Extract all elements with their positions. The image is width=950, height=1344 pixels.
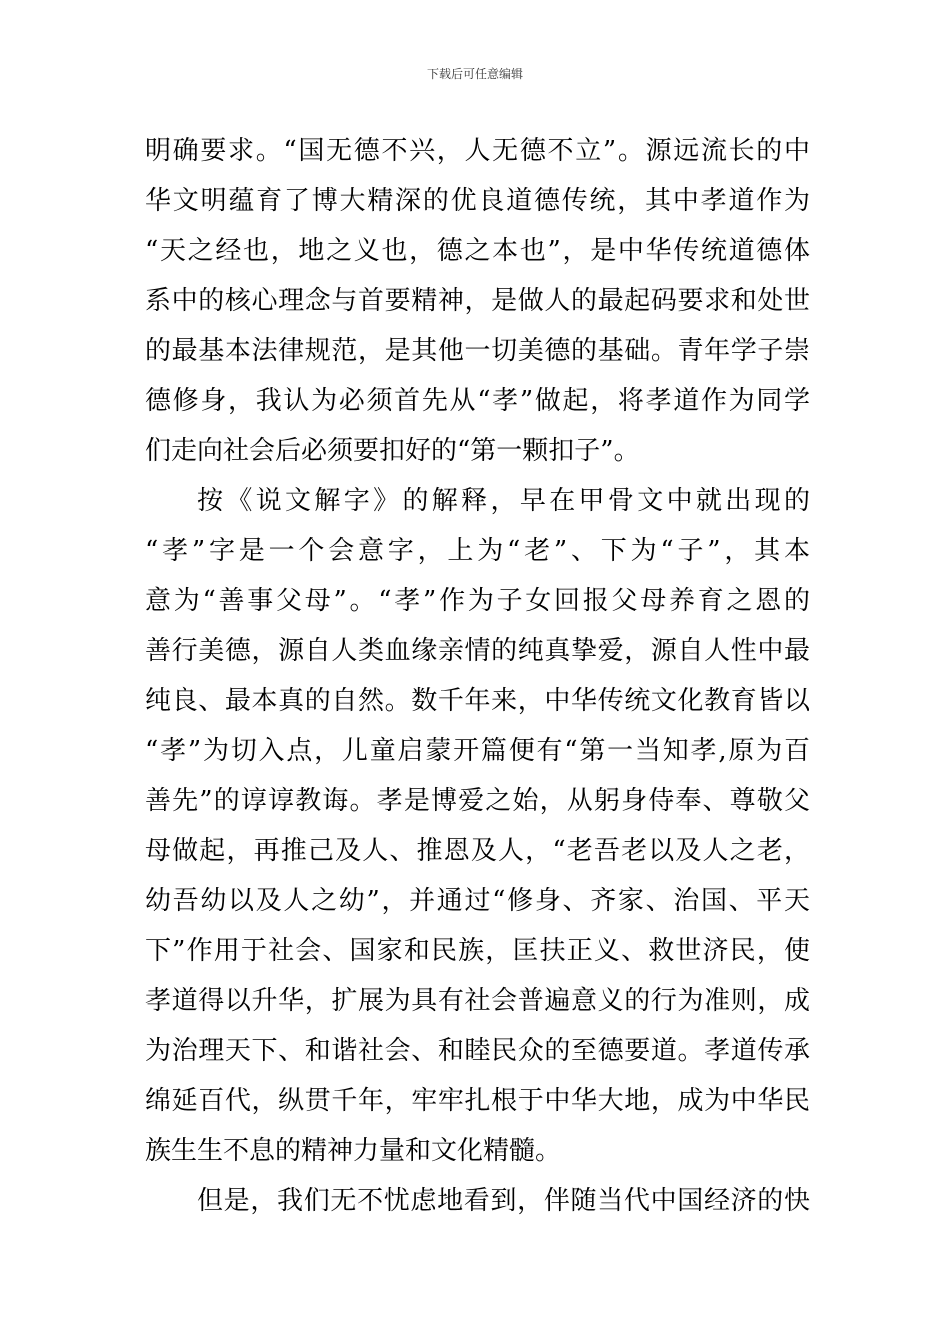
text-line: 母做起，再推己及人、推恩及人，“老吾老以及人之老， [145,836,810,866]
text-line: 为治理天下、和谐社会、和睦民众的至德要道。孝道传承 [145,1036,810,1066]
text-line: 孝道得以升华，扩展为具有社会普遍意义的行为准则，成 [145,986,810,1016]
text-line: 德修身，我认为必须首先从“孝”做起，将孝道作为同学 [145,386,810,416]
text-line: 的最基本法律规范，是其他一切美德的基础。青年学子崇 [145,336,810,366]
text-line: 幼吾幼以及人之幼”，并通过“修身、齐家、治国、平天 [145,886,810,916]
page-header-note: 下载后可任意编辑 [426,67,523,81]
text-line: 们走向社会后必须要扣好的“第一颗扣子”。 [145,436,640,466]
text-line: 绵延百代，纵贯千年，牢牢扎根于中华大地，成为中华民 [145,1086,810,1116]
text-line: 下”作用于社会、国家和民族，匡扶正义、救世济民，使 [145,936,810,966]
text-line: 族生生不息的精神力量和文化精髓。 [145,1136,562,1166]
text-line: 华文明蕴育了博大精深的优良道德传统，其中孝道作为 [145,186,810,216]
text-line: 明确要求。“国无德不兴，人无德不立”。源远流长的中 [145,136,810,166]
text-line: “孝”为切入点，儿童启蒙开篇便有“第一当知孝,原为百 [145,736,810,766]
document-body [145,126,810,1226]
text-line: “天之经也，地之义也，德之本也”，是中华传统道德体 [145,236,810,266]
paragraph-1 [145,126,810,476]
paragraph-2 [145,476,810,1176]
text-line: 纯良、最本真的自然。数千年来，中华传统文化教育皆以 [145,686,810,716]
text-line: 但是，我们无不忧虑地看到，伴随当代中国经济的快 [197,1186,810,1216]
text-line: 按《说文解字》的解释，早在甲骨文中就出现的 [197,486,810,516]
text-line: 系中的核心理念与首要精神，是做人的最起码要求和处世 [145,286,810,316]
text-line: 善先”的谆谆教诲。孝是博爱之始，从躬身侍奉、尊敬父 [145,786,810,816]
text-line: 善行美德，源自人类血缘亲情的纯真挚爱，源自人性中最 [145,636,810,666]
paragraph-3 [145,1176,810,1226]
text-line: 意为“善事父母”。“孝”作为子女回报父母养育之恩的 [145,586,810,616]
text-line: “孝”字是一个会意字，上为“老”、下为“子”，其本 [145,536,810,566]
